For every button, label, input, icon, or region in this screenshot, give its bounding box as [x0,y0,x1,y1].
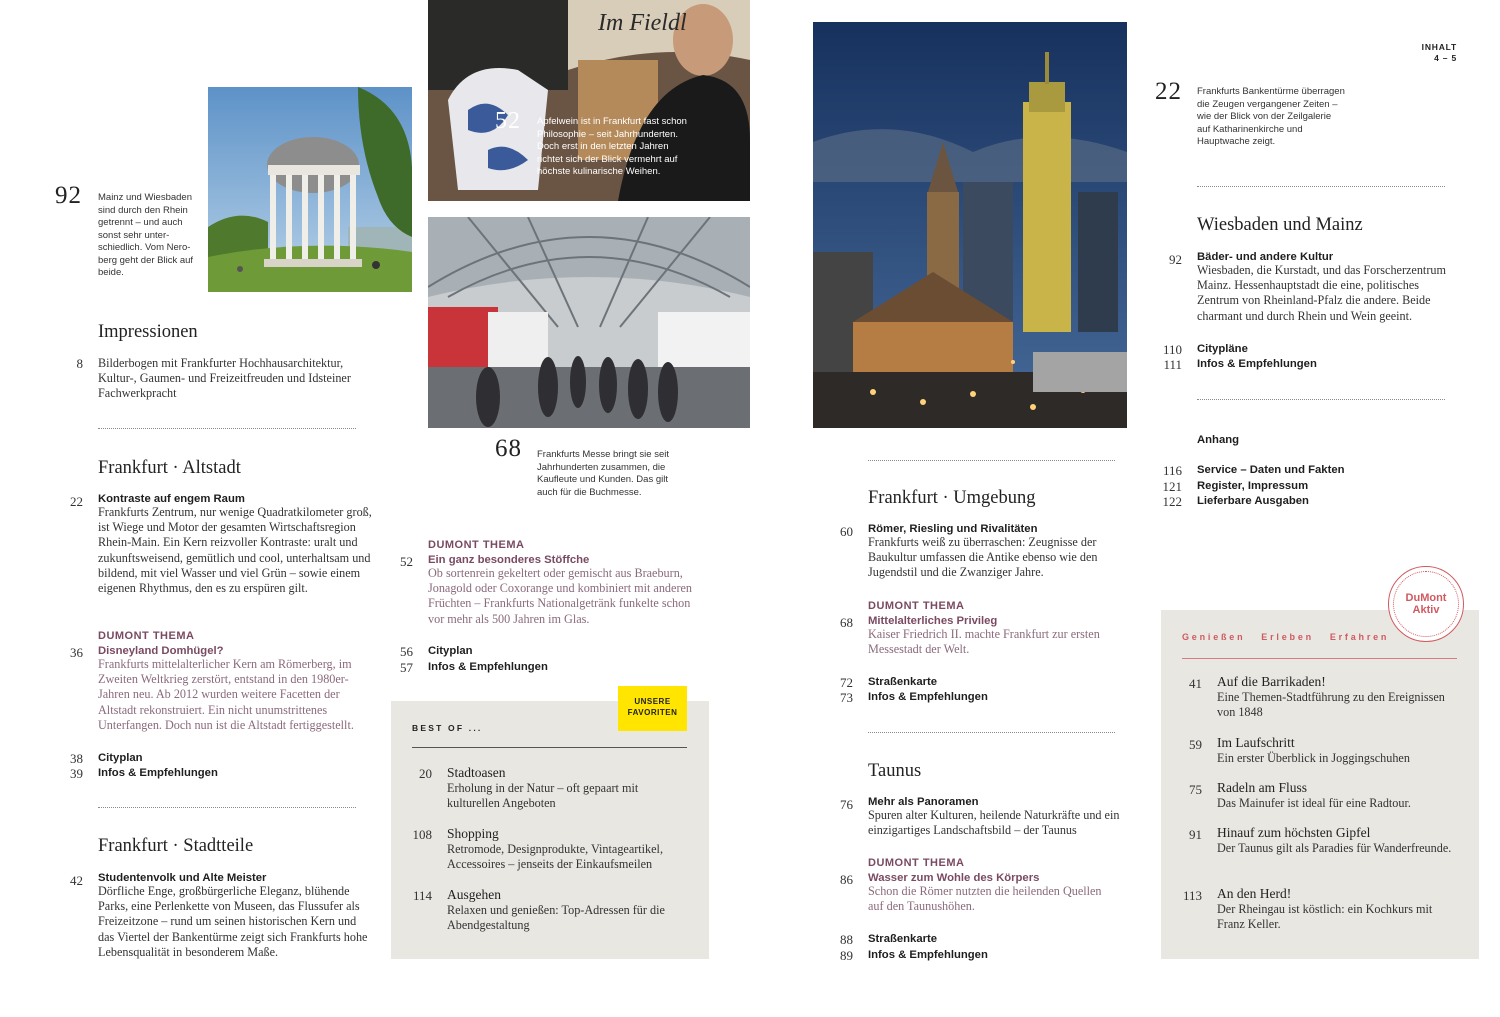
entry-text: Frankfurts weiß zu überraschen: Zeugnisse der Baukultur umfassen die Antike ebenso wie den Jugendstil und die Zwanziger Jahre. [868,535,1098,580]
entry-heading: Studentenvolk und Alte Meister [98,872,267,884]
entry-heading: Ein ganz besonderes Stöffche [428,554,590,566]
entry-page-number: 42 [70,873,83,888]
entry-heading: Infos & Empfehlungen [868,949,988,961]
entry-page-number: 20 [419,766,432,781]
entry-heading: An den Herd! [1217,886,1292,901]
entry-content [447,826,687,872]
messe-photo [428,217,750,428]
entry-content [447,765,687,811]
caption-52-text: Apfelwein ist in Frankfurt fast schon Philosophie – seit Jahrhunderten. Doch erst in den letzten Jahren richtet sich der Blick vermehrt auf höchste kulinarische Weihen. [537,116,687,177]
entry-content [98,493,373,596]
entry-content [868,872,1120,914]
entry-page-number: 36 [70,645,83,660]
caption-68-text: Frankfurts Messe bringt sie seit Jahrhunderten zusammen, die Kaufleute und Kunden. Das gilt auch für die Buchmesse. [537,449,669,498]
aktiv-stamp [1388,566,1464,642]
entry-page-number: 91 [1189,827,1202,842]
entry-content [1217,886,1462,932]
entry-text: Frankfurts Zentrum, nur wenige Quadratkilometer groß, ist Wiege und Motor der gesamten Wirtschaftsregion Rhein-Main. Ein Kern reizvoller Kontraste: uralt und zukunftsweisend, gemütlich und cool, unterhaltsam und bildend, mit viel Wasser und viel Grün – sowie einem eigenen Rhythmus, den es zu erspüren gilt. [98,505,372,596]
entry-content [1217,735,1462,766]
entry-content [428,554,708,627]
entry-heading: Im Laufschritt [1217,735,1295,750]
entry-page-number: 108 [412,827,432,842]
entry-page-number: 76 [840,797,853,812]
entry-heading: Mittelalterliches Privileg [868,615,998,627]
page-header [1422,42,1457,64]
entry-heading: Römer, Riesling und Rivalitäten [868,523,1038,535]
thema-label: DUMONT THEMA [98,630,195,642]
entry-heading: Service – Daten und Fakten [1197,464,1345,476]
entry-text: Frankfurts mittelalterlicher Kern am Römerberg, im Zweiten Weltkrieg zerstört, entstand in den 1980er-Jahren neu. Ab 2012 wurden weitere Facetten der Altstadt rekonstruiert. Ein nicht unumstrittenes Unterfangen. Doch nun ist die Altstadt fertiggestellt. [98,657,354,732]
entry-text: Schon die Römer nutzten die heilenden Quellen auf den Taunushöhen. [868,884,1102,914]
entry-heading: Radeln am Fluss [1217,780,1307,795]
caption-92-number: 92 [55,182,82,209]
caption-68-number: 68 [495,435,522,462]
entry-text: Ob sortenrein gekeltert oder gemischt aus Braeburn, Jonagold oder Coxorange und kombiniert mit anderen Früchten – Frankfurts Nationalgetränk funkelte schon vor mehr als 500 Jahren im Glas. [428,566,693,626]
wiesbaden-title: Wiesbaden und Mainz [1197,215,1363,235]
entry-text: Spuren alter Kulturen, heilende Naturkräfte und ein einzigartiges Landschaftsbild – der Taunus [868,808,1120,838]
umgebung-title: Frankfurt · Umgebung [868,488,1036,508]
entry-page-number: 89 [840,948,853,963]
hauptwache-photo [813,22,1127,428]
best-of-rule [412,747,687,748]
entry-text: Bilderbogen mit Frankfurter Hochhausarchitektur, Kultur-, Gaumen- und Freizeitfreuden und Idsteiner Fachwerkpracht [98,356,351,401]
entry-page-number: 111 [1163,357,1182,372]
entry-text: Dörfliche Enge, großbürgerliche Eleganz, blühende Parks, eine Perlenkette von Museen, das Flussufer als Freizeitzone – rund um seinen historischen Kern und das Viertel der Bankentürme zeigt sich Frankfurts hohe Lebensqualität in besonderem Maße. [98,884,368,959]
entry-page-number: 73 [840,690,853,705]
thema-label: DUMONT THEMA [868,600,965,612]
section-label: INHALT [1421,42,1457,52]
entry-content [1217,780,1462,811]
aktiv-stamp-label: DuMont Aktiv [1393,571,1459,637]
entry-page-number: 60 [840,524,853,539]
entry-text: Eine Themen-Stadtführung zu den Ereignissen von 1848 [1217,690,1445,720]
entry-page-number: 92 [1169,252,1182,267]
entry-text: Der Rheingau ist köstlich: ein Kochkurs mit Franz Keller. [1217,902,1433,932]
entry-heading: Shopping [447,826,499,841]
neroberg-photo [208,87,412,292]
entry-content [98,645,373,733]
entry-content [1217,674,1462,720]
entry-heading: Infos & Empfehlungen [98,767,218,779]
entry-text: Retromode, Designprodukte, Vintageartikel, Accessoires – jenseits der Einkaufsmeilen [447,842,663,872]
entry-text: Wiesbaden, die Kurstadt, und das Forscherzentrum Mainz. Hessenhauptstadt die eine, politisches Zentrum von Rheinland-Pfalz die andere. Beide charmant und durch Rhein und Wein geeint. [1197,263,1446,323]
entry-content [868,523,1120,581]
altstadt-title: Frankfurt · Altstadt [98,458,241,478]
entry-heading: Register, Impressum [1197,479,1309,492]
entry-content [868,615,1120,657]
divider [1197,399,1445,400]
entry-page-number: 41 [1189,676,1202,691]
entry-text: Relaxen und genießen: Top-Adressen für die Abendgestaltung [447,903,665,933]
caption-22-text: Frankfurts Bankentürme überragen die Zeugen vergangener Zeiten – wie der Blick von der Zeilgalerie auf Katharinenkirche und Hauptwache zeigt. [1197,86,1345,147]
thema-label: DUMONT THEMA [428,539,525,551]
entry-content [1217,825,1462,856]
divider [98,807,356,808]
entry-text: Kaiser Friedrich II. machte Frankfurt zur ersten Messestadt der Welt. [868,627,1100,657]
best-of-title: BEST OF ... [412,723,483,733]
entry-content [98,872,373,960]
divider [868,460,1115,461]
entry-page-number: 88 [840,932,853,947]
entry-heading: Kontraste auf engem Raum [98,493,245,505]
entry-heading: Lieferbare Ausgaben [1197,495,1309,507]
stadtteile-title: Frankfurt · Stadtteile [98,836,254,856]
divider [98,428,356,429]
thema-label: DUMONT THEMA [868,857,965,869]
entry-page-number: 114 [412,888,432,903]
entry-heading: Bäder- und andere Kultur [1197,251,1334,263]
aktiv-rule [1182,658,1457,659]
entry-text: Ein erster Überblick in Joggingschuhen [1217,751,1410,765]
page-range: 4 – 5 [1434,53,1457,63]
entry-heading: Citypläne [1197,343,1248,355]
caption-22-number: 22 [1155,78,1182,105]
entry-page-number: 122 [1162,494,1182,509]
entry-content [1197,251,1459,324]
entry-text: Erholung in der Natur – oft gepaart mit kulturellen Angeboten [447,781,639,811]
impressionen-title: Impressionen [98,322,198,342]
entry-content [868,796,1120,838]
entry-page-number: 56 [400,644,413,659]
entry-heading: Infos & Empfehlungen [428,661,548,673]
entry-heading: Hinauf zum höchsten Gipfel [1217,825,1371,840]
entry-page-number: 22 [70,494,83,509]
entry-page-number: 8 [76,356,83,371]
aktiv-tagline: Genießen Erleben Erfahren [1182,632,1390,642]
entry-heading: Mehr als Panoramen [868,796,979,808]
entry-page-number: 121 [1162,478,1182,494]
entry-text: Das Mainufer ist ideal für eine Radtour. [1217,796,1411,810]
favoriten-badge: UNSERE FAVORITEN [618,686,687,731]
entry-page-number: 68 [840,615,853,630]
entry-heading: Stadtoasen [447,765,506,780]
entry-page-number: 110 [1162,342,1182,357]
entry-page-number: 116 [1162,463,1182,478]
entry-page-number: 113 [1182,888,1202,903]
anhang-title: Anhang [1197,434,1240,446]
entry-heading: Infos & Empfehlungen [1197,358,1317,370]
entry-page-number: 52 [400,554,413,569]
taunus-title: Taunus [868,761,922,781]
entry-heading: Wasser zum Wohle des Körpers [868,872,1040,884]
entry-page-number: 59 [1189,737,1202,752]
entry-page-number: 39 [70,766,83,781]
svg-text:Im Fieldl: Im Fieldl [598,10,687,36]
entry-heading: Infos & Empfehlungen [868,691,988,703]
entry-heading: Cityplan [98,752,143,764]
entry-page-number: 86 [840,872,853,887]
entry-heading: Auf die Barrikaden! [1217,674,1326,689]
entry-heading: Ausgehen [447,887,501,902]
entry-content [447,887,687,933]
entry-page-number: 75 [1189,782,1202,797]
caption-52-number: 52 [495,108,521,134]
entry-heading: Cityplan [428,645,473,657]
divider [868,732,1115,733]
entry-page-number: 72 [840,675,853,690]
entry-heading: Straßenkarte [868,933,938,945]
divider [1197,186,1445,187]
entry-text: Der Taunus gilt als Paradies für Wanderfreunde. [1217,841,1452,855]
entry-page-number: 57 [400,660,413,675]
caption-92-text: Mainz und Wiesbaden sind durch den Rhein getrennt – und auch sonst sehr unterschiedlich. Vom Neroberg geht der Blick auf beide. [98,192,194,278]
entry-heading: Straßenkarte [868,676,938,688]
entry-heading: Disneyland Domhügel? [98,645,224,657]
entry-page-number: 38 [70,751,83,766]
